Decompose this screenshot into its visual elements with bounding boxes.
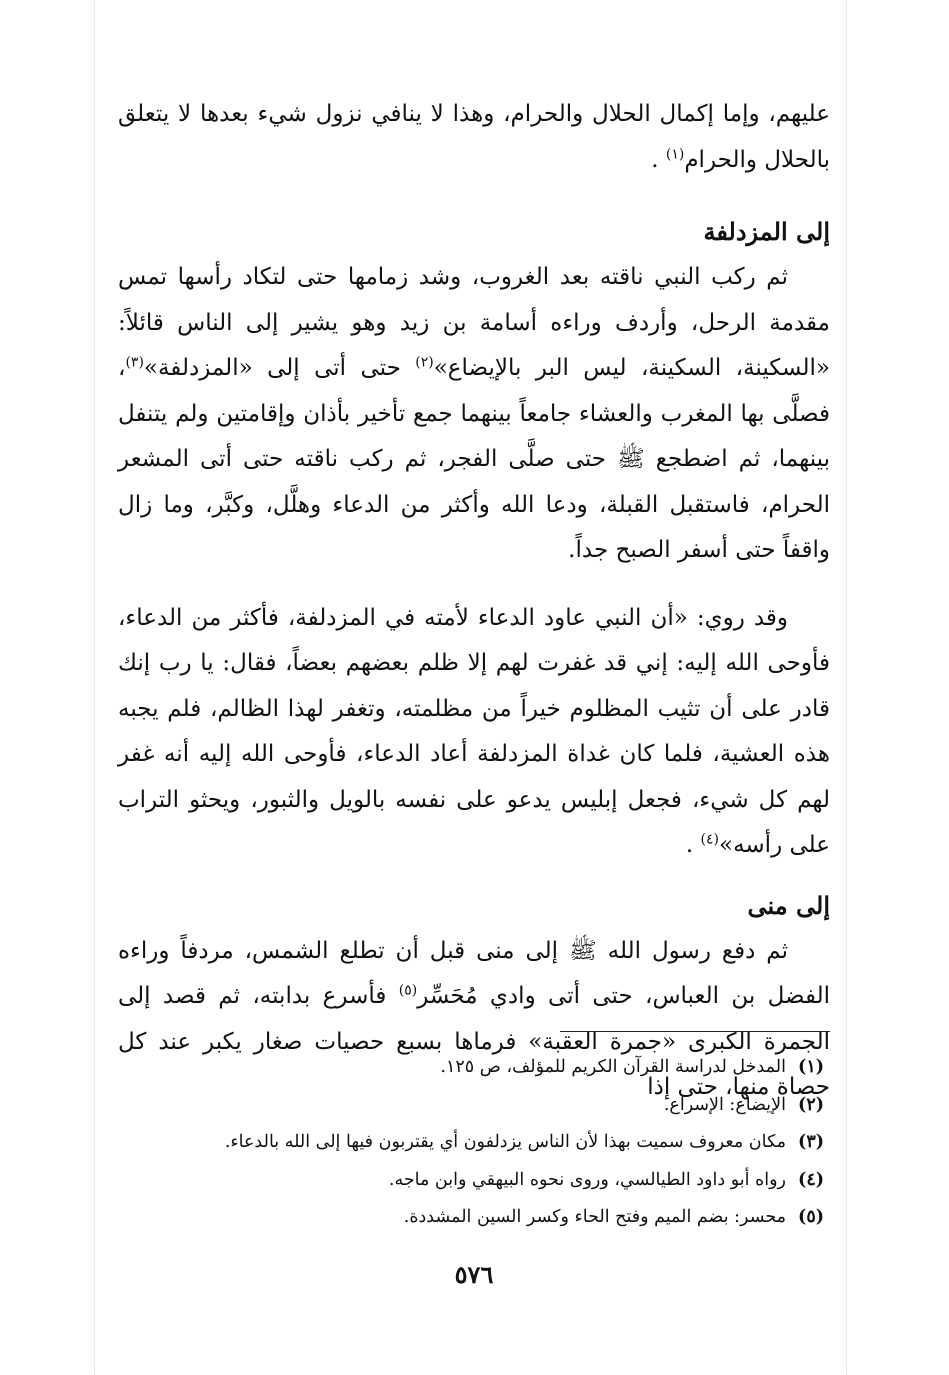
page-number: ٥٧٦ xyxy=(454,1260,494,1289)
footnotes-list xyxy=(124,1049,824,1237)
mina-p1-text-b: فأسرع بدابته، ثم قصد إلى الجمرة الكبرى «جمرة العقبة» فرماها بسبع حصيات صغار يكبر عند كل حصاة منها، حتى إذا xyxy=(118,983,830,1100)
footnote-text: الإيضاع: الإسراع. xyxy=(663,1094,786,1115)
section-heading-mina: إلى منى xyxy=(747,890,830,920)
section-heading-muzdalifah: إلى المزدلفة xyxy=(703,217,830,246)
footnote-text: المدخل لدراسة القرآن الكريم للمؤلف، ص ١٢٥. xyxy=(440,1057,786,1077)
footnote-separator xyxy=(560,1031,830,1032)
footnote-ref-5[interactable]: (٥) xyxy=(398,982,418,999)
margin-guide-right xyxy=(846,0,847,1375)
intro-line-2: بالحلال والحرام xyxy=(684,146,830,173)
footnote-text: رواه أبو داود الطيالسي، وروى نحوه البيهقي وابن ماجه. xyxy=(388,1169,786,1190)
footnote-text: محسر: بضم الميم وفتح الحاء وكسر السين المشددة. xyxy=(403,1207,786,1227)
footnote-item xyxy=(124,1162,824,1200)
footnote-number: (٤) xyxy=(798,1169,824,1190)
footnote-text: مكان معروف سميت بهذا لأن الناس يزدلفون أي يقتربون فيها إلى الله بالدعاء. xyxy=(224,1132,786,1152)
book-page xyxy=(118,92,830,1312)
footnote-item xyxy=(124,1049,824,1087)
muzdalifah-paragraph-2 xyxy=(118,596,830,869)
muzdalifah-p1-text-c: ، فصلَّى بها المغرب والعشاء جامعاً بينهما جمع تأخير بأذان وإقامتين ولم يتنفل بينهما، ثم اضطجع ﷺ حتى صلَّى الفجر، ثم ركب ناقته حتى أتى المشعر الحرام، فاستقبل القبلة، ودعا الله وأكثر من الدعاء وهلَّل، وكبَّر، وما زال واقفاً حتى أسفر الصبح جداً. xyxy=(118,355,830,563)
footnote-number: (٢) xyxy=(798,1094,824,1115)
footnote-item xyxy=(124,1199,824,1237)
footnote-item xyxy=(124,1124,824,1162)
footnote-ref-3[interactable]: (٣) xyxy=(125,354,144,371)
footnote-ref-1[interactable]: (١) xyxy=(665,145,685,162)
footnote-ref-2[interactable]: (٢) xyxy=(415,354,434,371)
muzdalifah-p1-text-b: حتى أتى إلى «المزدلفة» xyxy=(143,355,416,381)
muzdalifah-p2-end: . xyxy=(685,832,694,858)
muzdalifah-p2-text: وقد روي: «أن النبي عاود الدعاء لأمته في المزدلفة، فأكثر من الدعاء، فأوحى الله إليه: إني قد غفرت لهم إلا ظلم بعضهم بعضاً، فقال: يا رب إنك قادر على أن تثيب المظلوم خيراً من مظلمته، وتغفر لهذا الظالم، فلم يجبه هذه العشية، فلما كان غداة المزدلفة أعاد الدعاء، فأوحى الله إليه أنه غفر لهم كل شيء، فجعل إبليس يدعو على نفسه بالويل والثبور، ويحثو التراب على رأسه» xyxy=(118,604,830,858)
intro-paragraph xyxy=(118,92,830,183)
intro-line-1: عليهم، وإما إكمال الحلال والحرام، وهذا لا ينافي نزول شيء بعدها لا يتعلق xyxy=(118,101,830,127)
footnote-number: (٣) xyxy=(798,1132,824,1152)
footnote-number: (١) xyxy=(798,1057,824,1077)
margin-guide-left xyxy=(94,0,95,1375)
mina-p1-text-a: ثم دفع رسول الله ﷺ إلى منى قبل أن تطلع الشمس، مردفاً وراءه الفضل بن العباس، حتى أتى وادي مُحَسِّر xyxy=(118,937,830,1009)
intro-end: . xyxy=(651,146,659,173)
footnote-number: (٥) xyxy=(798,1207,824,1227)
muzdalifah-p1-text-a: ثم ركب النبي ناقته بعد الغروب، وشد زمامها حتى لتكاد رأسها تمس مقدمة الرحل، وأردف وراءه أسامة بن زيد وهو يشير إلى الناس قائلاً: «السكينة، السكينة، ليس البر بالإيضاع» xyxy=(118,264,830,381)
footnote-item xyxy=(124,1087,824,1125)
muzdalifah-paragraph-1 xyxy=(118,255,830,574)
footnote-ref-4[interactable]: (٤) xyxy=(700,831,719,848)
